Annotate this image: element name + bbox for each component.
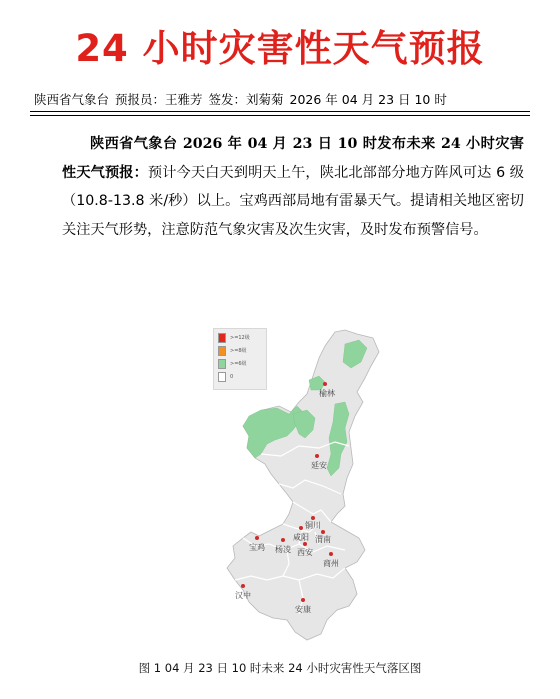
svg-text:商州: 商州 — [323, 559, 339, 568]
forecast-lead: 陕西省气象台 2026 年 04 月 23 日 10 时发布未来 24 小时灾害性天气预报： — [62, 136, 524, 181]
svg-text:西安: 西安 — [297, 548, 313, 557]
header-rule-bottom — [30, 115, 530, 116]
svg-text:安康: 安康 — [295, 605, 311, 614]
svg-text:榆林: 榆林 — [319, 389, 335, 398]
svg-text:渭南: 渭南 — [315, 535, 331, 544]
figure-caption: 图 1 04 月 23 日 10 时未来 24 小时灾害性天气落区图 — [138, 661, 422, 675]
map-legend — [213, 328, 267, 390]
legend-item: >=8级 — [218, 346, 264, 356]
issuer-line — [34, 90, 449, 108]
page-title: 24 小时灾害性天气预报 — [75, 27, 485, 70]
svg-text:杨凌: 杨凌 — [275, 545, 291, 554]
issuer: 签发：刘菊菊 — [208, 92, 284, 107]
svg-text:铜川: 铜川 — [305, 521, 321, 530]
forecast-body — [62, 130, 524, 244]
legend-item: 0 — [218, 372, 264, 382]
svg-text:咸阳: 咸阳 — [293, 533, 309, 542]
legend-item: >=6级 — [218, 359, 264, 369]
svg-text:宝鸡: 宝鸡 — [249, 543, 265, 552]
issuer-org: 陕西省气象台 — [34, 92, 110, 107]
svg-text:延安: 延安 — [311, 461, 327, 470]
issue-datetime: 2026 年 04 月 23 日 10 时 — [289, 92, 447, 107]
forecaster: 预报员：王雅芳 — [115, 92, 203, 107]
forecast-text: 预计今天白天到明天上午，陕北北部部分地方阵风可达 6 级（10.8-13.8 米/秒）以上。宝鸡西部局地有雷暴天气。提请相关地区密切关注天气形势，注意防范气象灾害及次生灾害，及时发布预警信号。 — [62, 164, 524, 238]
legend-item: >=12级 — [218, 333, 264, 343]
svg-text:汉中: 汉中 — [235, 591, 251, 600]
header-rule-top — [30, 111, 530, 112]
